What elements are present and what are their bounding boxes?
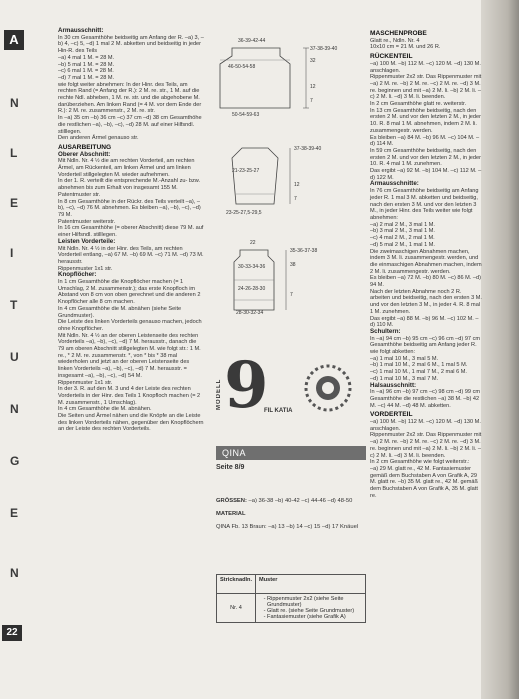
section-heading: Leisten Vorderteile: — [58, 237, 116, 245]
section-letter-strip — [4, 26, 28, 666]
table-header: Muster — [256, 575, 366, 594]
paragraph: In 4 cm Gesamthöhe die M. abnähen (siehe Seite Grundmuster). — [58, 305, 182, 319]
schematic-yoke — [210, 240, 366, 332]
paragraph: QINA Fb. 13 Braun: –a) 13 –b) 14 –c) 15 –d) 17 Knäuel — [216, 524, 359, 530]
paragraph: In 2 cm Gesamthöhe glatt re. weiterstr. — [370, 101, 467, 108]
needle-pattern-table — [216, 574, 366, 623]
section-heading: AUSARBEITUNG — [58, 143, 112, 151]
paragraph: wie folgt weiter abnehmen: In der Hinr. des Teils, am rechten Rand (= Anfang der R.): 2 M. re. str., 1 M. auf die rechte Ndl. abheben, 1 M. re. str. und die abgehobene M. darüberziehen. Am linken Rand (= 4 M. vor dem Ende der R.): 2 M. re. zusammenstr., 2 M. re. str. — [58, 81, 202, 115]
paragraph: In 16 cm Gesamthöhe (= oberer Abschnitt) diese 79 M. auf einer Hilfsndl. stilllegen. — [58, 225, 204, 239]
paragraph: In –a) 96 cm –b) 97 cm –c) 98 cm –d) 99 cm Gesamthöhe die restlichen –a) 38 M. –b) 42 M. –c) 44 M. –d) 48 M. abketten. — [370, 389, 481, 409]
model-name-bar: QINA — [216, 446, 366, 460]
dimension-label: 21-23-25-27 — [232, 168, 260, 174]
dimension-label: 12 — [310, 84, 316, 90]
modell-label: MODELL — [216, 378, 222, 410]
strip-letter: N — [10, 402, 19, 416]
needle-size-cell: Nr. 4 — [217, 594, 256, 623]
instructions-column-left — [58, 28, 204, 433]
paragraph: Rippenmuster 1x1 str. — [58, 265, 113, 272]
paragraph: –a) 100 M. –b) 112 M. –c) 120 M. –d) 130 M. anschlagen. — [370, 60, 481, 74]
dimension-label: 38 — [290, 262, 296, 268]
section-heading: Knopflöcher: — [58, 271, 97, 279]
dimension-label: 37-38-39-40 — [294, 146, 322, 152]
dimension-label: 24-26-28-30 — [238, 286, 266, 292]
section-heading: Armausschnitte: — [370, 180, 419, 188]
strip-letter: N — [10, 566, 19, 580]
dimension-label: 46-50-54-58 — [228, 64, 256, 70]
strip-letter: T — [10, 298, 18, 312]
section-heading: RÜCKENTEIL — [370, 53, 413, 61]
section-heading: Halsausschnitt: — [370, 381, 417, 389]
dimension-label: 37-38-39-40 — [310, 46, 338, 52]
brand-label: FIL KATIA — [264, 408, 293, 414]
paragraph: Rippenmuster 1x1 str. — [58, 379, 113, 386]
strip-letter: U — [10, 350, 19, 364]
paragraph: –d) 1 mal 10 M., 3 mal 7 M. — [370, 375, 439, 382]
paragraph: Das ergibt –a) 92 M. –b) 104 M. –c) 112 M. –d) 122 M. — [370, 168, 482, 181]
paragraph: Rippenmuster 2x2 str. Das Rippenmuster mit –a) 2 M. re. –b) 2 M. re. –c) 2 M. re. –d) 3 M. re. beginnen und mit –a) 2 M. li. –b) 2 M. li. –c) 2 M. li. –d) 3 M. li. beenden. — [370, 74, 482, 101]
paragraph: Mit Ndln. Nr. 4 ½ in der Hinr. des Teils, am rechten Vorderteil entlang, –a) 67 M. –b) 69 M. –c) 71 M. –d) 73 M. herausstr. — [58, 245, 204, 265]
dimension-label: 35-36-37-38 — [290, 248, 318, 254]
dimension-label: 7 — [290, 292, 293, 298]
paragraph: In 59 cm Gesamthöhe beidseitig, nach den ersten 2 M. und vor den letzten 2 M., in jeder 10. R. 4 mal 1 M. zunehmen. — [370, 147, 482, 168]
dimension-label: 22 — [250, 240, 256, 246]
paragraph: In 8 cm Gesamthöhe in der Rückr. des Teils verteilt –a), –b), –c), –d) 76 M. abnehmen. Es bleiben –a), –b), –c), –d) 79 M. — [58, 198, 201, 218]
pattern-item: - Rippenmuster 2x2 (siehe Seite Grundmuster) — [267, 596, 362, 608]
paragraph: –d) 7 mal 1 M. = 28 M. — [58, 74, 115, 81]
paragraph: Den anderen Ärmel genauso str. — [58, 135, 139, 142]
paragraph: –d) 5 mal 2 M., 1 mal 1 M. — [370, 241, 435, 248]
sizes-material-text — [216, 498, 366, 537]
strip-letter: E — [10, 506, 19, 520]
strip-letter: G — [10, 454, 20, 468]
section-heading: Schultern: — [370, 327, 401, 335]
pattern-item: - Fantasiemuster (siehe Grafik A) — [267, 614, 362, 620]
paragraph: –c) 6 mal 1 M. = 28 M. — [58, 68, 114, 75]
pattern-cell — [256, 594, 366, 623]
paragraph: Die Seiten und Ärmel nähen und die Knöpfe an die Leiste des linken Vorderteils nähen, gegenüber den Knopflöchern an der Leiste des rechten Vorderteils. — [58, 413, 204, 433]
section-badge: A — [4, 30, 24, 50]
paragraph: –a) 4 mal 1 M. = 28 M. — [58, 54, 115, 61]
strip-letter: E — [10, 196, 19, 210]
paragraph: In 2 cm Gesamthöhe wie folgt weiterstr.: — [370, 459, 470, 466]
page-reference: Seite 8/9 — [216, 464, 245, 471]
table-row — [217, 594, 366, 623]
paragraph: Die zweimaschigen Abnahmen machen, indem 3 M. li. zusammengestr. werden, und die einmaschigen Abnahmen machen, indem 2 M. li. zusammengestr. werden. — [370, 248, 482, 275]
strip-letter: N — [10, 96, 19, 110]
dimension-label: 23-25-27,5-29,5 — [226, 210, 262, 216]
strip-letter: L — [10, 146, 18, 160]
paragraph: In –a) 94 cm –b) 95 cm –c) 96 cm –d) 97 cm Gesamthöhe beidseitig am Anfang jeder R. wie folgt abketten: — [370, 335, 481, 356]
dimension-label: 7 — [310, 98, 313, 104]
table-header: Stricknadln. — [217, 575, 256, 594]
paragraph: In 4 cm Gesamthöhe die M. abnähen. — [58, 406, 152, 413]
section-heading: MASCHENPROBE — [370, 30, 427, 37]
sizes-text: –a) 36-38 –b) 40-42 –c) 44-46 –d) 48-50 — [246, 498, 353, 504]
paragraph: –c) 4 mal 2 M., 2 mal 1 M. — [370, 235, 435, 242]
dimension-label: 7 — [294, 196, 297, 202]
section-heading: VORDERTEIL — [370, 411, 413, 419]
paragraph — [216, 498, 366, 505]
paragraph: –b) 3 mal 2 M., 3 mal 1 M. — [370, 228, 435, 235]
model-logo — [216, 348, 366, 433]
model-number: 9 — [224, 348, 269, 423]
paragraph: 10x10 cm = 21 M. und 26 R. — [370, 44, 441, 51]
paragraph: In 1 cm Gesamthöhe die Knopflöcher machen (= 1 Umschlag, 2 M. zusammenstr.); das erste Knopfloch im Abstand von 8 cm von oben gerechnet und die anderen 2 Knopflöcher alle 8 cm machen. — [58, 279, 201, 306]
paragraph: In –a) 35 cm –b) 36 cm –c) 37 cm –d) 38 cm Gesamthöhe die restlichen –a), –b), –c), –d) 28 M. auf einer Hilfsndl. stilllegen. — [58, 115, 202, 135]
paragraph: Das ergibt –a) 88 M. –b) 96 M. –c) 102 M. –d) 110 M. — [370, 315, 479, 329]
pattern-item: - Glatt re. (siehe Seite Grundmuster) — [267, 608, 362, 614]
paragraph: Nach der letzten Abnahme noch 2 R. arbeiten und beidseitig, nach den ersten 3 M. und vor den letzten 3 M., in jeder 4. R. 8 mal 1 M. zunehmen. — [370, 288, 482, 315]
dimension-label: 30-33-34-36 — [238, 264, 266, 270]
paragraph: –b) 5 mal 1 M. = 28 M. — [58, 61, 115, 68]
dimension-label: 50-54-59-63 — [232, 112, 260, 118]
paragraph: Die Leiste des linken Vorderteils genauso machen, jedoch ohne Knopflöcher. — [58, 319, 202, 332]
paragraph: –a) 2 mal 2 M., 3 mal 1 M. — [370, 221, 435, 228]
paragraph: In 13 cm Gesamthöhe beidseitig, nach den ersten 2 M. und vor den letzten 2 M., in jeder 10. R. 8 mal 1 M. abnehmen, indem 2 M. li. zusammengestr. werden. — [370, 107, 482, 134]
paragraph: In 76 cm Gesamthöhe beidseitig am Anfang jeder R. 1 mal 3 M. abketten und beidseitig, nach den ersten 3 M. und vor den letzten 3 M., in jeder Hinr. des Teils weiter wie folgt abnehmen: — [370, 188, 479, 221]
schematic-back-piece — [210, 34, 366, 134]
book-spine-shadow — [481, 0, 519, 699]
paragraph: Es bleiben –a) 72 M. –b) 80 M. –c) 86 M. –d) 94 M. — [370, 275, 481, 289]
section-heading: MATERIAL — [216, 511, 246, 517]
paragraph: –b) 1 mal 10 M., 2 mal 6 M., 1 mal 5 M. — [370, 362, 468, 369]
paragraph — [216, 511, 366, 518]
paragraph: Rippenmuster 2x2 str. Das Rippenmuster mit –a) 2 M. re. –b) 2 M. re. –c) 2 M. re. –d) 3 M. re. beginnen und mit –a) 2 M. li. –b) 2 M. li. –c) 2 M. li. –d) 3 M. li. beenden. — [370, 432, 482, 459]
section-heading: Oberer Abschnitt: — [58, 150, 111, 158]
instructions-column-right — [370, 28, 482, 500]
section-heading: GRÖSSEN: — [216, 498, 247, 504]
dimension-label: 36-39-42-44 — [238, 38, 266, 44]
paragraph: In der 3. R. auf den M. 3 und 4 der Leiste des rechten Vorderteils in der Hinr. des Teils 1 Knopfloch machen (= 2 M. zusammenstr., 1 Umschlag). — [58, 386, 201, 406]
paragraph: –a) 1 mal 10 M., 3 mal 5 M. — [370, 355, 439, 362]
dimension-label: 12 — [294, 182, 300, 188]
dimension-label: 32 — [310, 58, 316, 64]
paragraph: –a) 29 M. glatt re., 42 M. Fantasiemuster gemäß dem Buchstaben A von Grafik A, 29 M. glatt re. –b) 35 M. glatt re., 42 M. gemäß dem Buchstaben A von Grafik A, 35 M. glatt re. — [370, 466, 478, 499]
paragraph: Glatt re., Ndln. Nr. 4 — [370, 37, 420, 44]
paragraph: Patentmuster str. — [58, 191, 101, 198]
paragraph: Es bleiben –a) 84 M. –b) 96 M. –c) 104 M. –d) 114 M. — [370, 134, 480, 148]
paragraph: In der 1. R. verteilt die entsprechende M.-Anzahl zu- bzw. abnehmen bis zum Erhalt von insgesamt 155 M. — [58, 178, 201, 192]
section-heading: Armausschnitt: — [58, 27, 104, 34]
dimension-label: 28-30-32-34 — [236, 310, 264, 316]
flower-stitch-icon — [302, 362, 354, 414]
paragraph: –a) 100 M. –b) 112 M. –c) 120 M. –d) 130 M. anschlagen. — [370, 419, 481, 432]
paragraph: In 30 cm Gesamthöhe beidseitig am Anfang der R. –a) 3, –b) 4, –c) 5, –d) 1 mal 2 M. abketten und beidseitig in jeder Hin-R. des Teils — [58, 34, 204, 55]
paragraph: –c) 1 mal 10 M., 1 mal 7 M., 2 mal 6 M. — [370, 369, 467, 376]
paragraph: Mit Ndln. Nr. 4 ½ die am rechten Vorderteil, am rechten Ärmel, am Rückenteil, am linken Ärmel und am linken Vorderteil stillgelegten M. wieder aufnehmen. — [58, 158, 195, 178]
page-number: 22 — [2, 625, 22, 641]
paragraph: Mit Ndln. Nr. 4 ½ an der oberen Leistenseite des rechten Vorderteils –a), –b), –c), –d) 7 M. herausstr., danach die 79 am oberen Abschnitt stillgelegten M. wie folgt str.: 1 M. re., * 2 M. re. zusammenstr. *, von * bis * 38 mal wiederholen und jetzt an der oberen Leistenseite des linken Vorderteils –a), –b), –c), –d) 7 M. herausstr. = insgesamt –a), –b), –c), –d) 54 M. — [58, 332, 201, 379]
strip-letter: I — [10, 246, 14, 260]
paragraph: Patentmuster weiterstr. — [58, 218, 116, 225]
